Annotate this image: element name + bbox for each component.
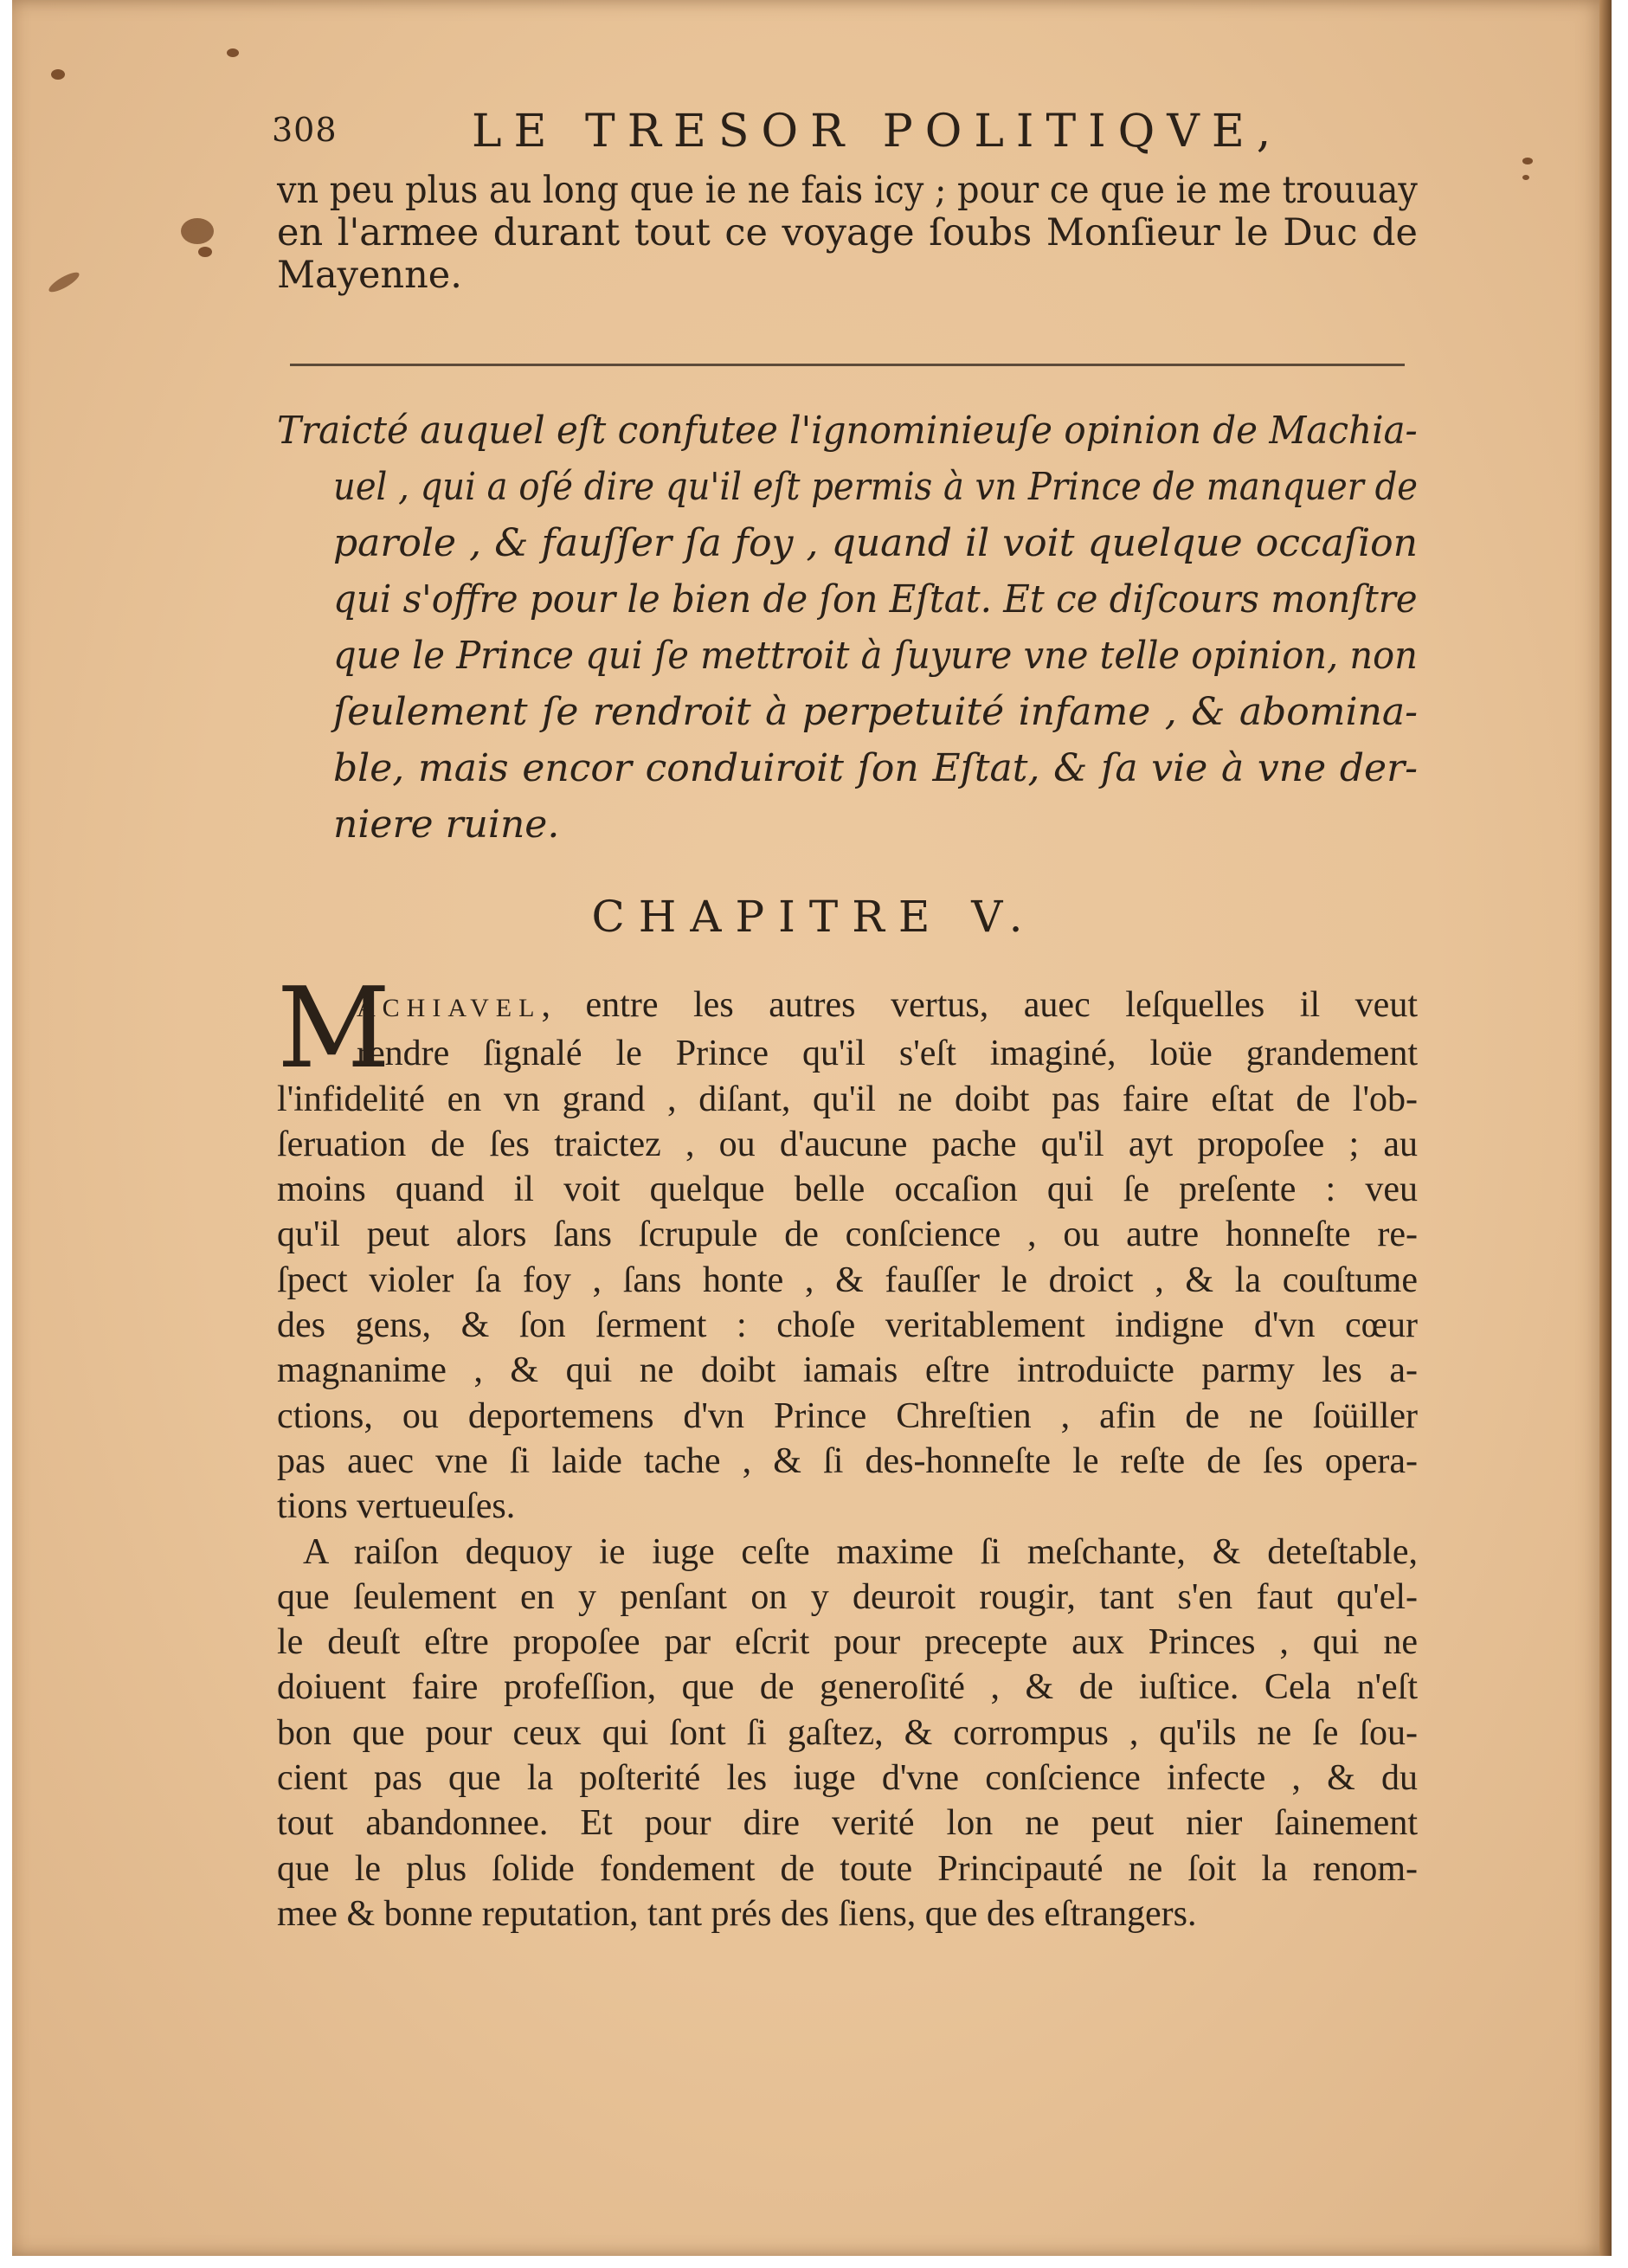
ink-stain — [198, 247, 212, 257]
chapter-line-text: , entre les autres vertus, auec leſquelles il veut — [541, 985, 1418, 1025]
page-edge — [1599, 0, 1612, 2256]
chapter-line: que le plus ſolide fondement de toute Principauté ne ſoit la renom- — [277, 1848, 1418, 1889]
chapter-line: pas auec vne ſi laide tache , & ſi des-honneſte le reſte de ſes opera- — [277, 1440, 1418, 1481]
chapter-line: rendre ſignalé le Prince qu'il s'eſt imaginé, loüe grandement — [357, 1034, 1418, 1074]
chapter-line: ſeruation de ſes traictez , ou d'aucune pache qu'il ayt propoſee ; au — [277, 1124, 1418, 1164]
ink-stain — [227, 48, 239, 57]
running-title: LE TRESOR POLITIQVE, — [472, 106, 1284, 158]
chapter-summary — [277, 403, 1418, 853]
continuation-text — [277, 170, 1418, 297]
ink-stain — [51, 69, 65, 80]
text-line: Mayenne. — [277, 254, 462, 297]
text-line: en l'armee durant tout ce voyage ſoubs Monſieur le Duc de — [277, 211, 1418, 255]
ink-stain — [181, 218, 214, 244]
section-divider — [290, 364, 1405, 366]
chapter-line: le deuſt eſtre propoſee par eſcrit pour precepte aux Princes , qui ne — [277, 1622, 1418, 1663]
chapter-line: mee & bonne reputation, tant prés des ſiens, que des eſtrangers. — [277, 1893, 1197, 1934]
page-header — [260, 102, 1419, 158]
chapter-line: tout abandonnee. Et pour dire verité lon ne peut nier ſainement — [277, 1803, 1418, 1844]
chapter-line: des gens, & ſon ſerment : choſe veritablement indigne d'vn cœur — [277, 1305, 1418, 1346]
chapter-heading: CHAPITRE V. — [591, 892, 1037, 942]
chapter-line: qu'il peut alors ſans ſcrupule de conſcience , ou autre honneſte re- — [277, 1215, 1418, 1255]
text-line: vn peu plus au long que ie ne fais icy ; pour ce que ie me trouuay — [277, 169, 1418, 212]
chapter-line: doiuent faire profeſſion, que de generoſité , & de iuſtice. Cela n'eſt — [277, 1667, 1418, 1708]
ink-stain — [1522, 175, 1529, 180]
summary-line: Traicté auquel eſt confutee l'ignominieuſe opinion de Machia- — [277, 409, 1418, 453]
chapter-line: ctions, ou deportemens d'vn Prince Chreſtien , afin de ne ſoüiller — [277, 1395, 1418, 1436]
ink-stain — [47, 269, 82, 295]
summary-line: ble, mais encor conduiroit ſon Eſtat, & ſa vie à vne der- — [333, 746, 1418, 790]
chapter-line: ſpect violer ſa foy , ſans honte , & fauſſer le droict , & la couſtume — [277, 1260, 1418, 1300]
summary-line: qui s'offre pour le bien de ſon Eſtat. Et ce diſcours monſtre — [333, 577, 1418, 622]
chapter-line: A raiſon dequoy ie iuge ceſte maxime ſi meſchante, & deteſtable, — [303, 1531, 1418, 1572]
drop-cap: M — [277, 964, 391, 1093]
chapter-line: tions vertueuſes. — [277, 1486, 516, 1527]
chapter-line: moins quand il voit quelque belle occaſion qui ſe preſente : veu — [277, 1169, 1418, 1210]
summary-line: uel , qui a oſé dire qu'il eſt permis à vn Prince de manquer de — [333, 465, 1418, 509]
chapter-line — [357, 983, 1418, 1031]
ink-stain — [1522, 158, 1533, 164]
summary-line: niere ruine. — [333, 802, 560, 847]
chapter-line: bon que pour ceux qui ſont ſi gaſtez, & corrompus , qu'ils ne ſe ſou- — [277, 1712, 1418, 1753]
chapter-line: magnanime , & qui ne doibt iamais eſtre introduicte parmy les a- — [277, 1350, 1418, 1391]
chapter-line: l'infidelité en vn grand , diſant, qu'il ne doibt pas faire eſtat de l'ob- — [277, 1079, 1418, 1119]
chapter-line: cient pas que la poſterité les iuge d'vne conſcience infecte , & du — [277, 1758, 1418, 1799]
summary-line: ſeulement ſe rendroit à perpetuité infame , & abomina- — [333, 690, 1418, 734]
chapter-body — [277, 964, 1418, 1936]
page-number: 308 — [272, 111, 338, 149]
summary-line: que le Prince qui ſe mettroit à ſuyure vne telle opinion, non — [333, 634, 1418, 678]
first-word: ACHIAVEL — [357, 994, 542, 1022]
chapter-line: que ſeulement en y penſant on y deuroit rougir, tant s'en faut qu'el- — [277, 1576, 1418, 1617]
summary-line: parole , & fauſſer ſa foy , quand il voit quelque occaſion — [333, 521, 1418, 565]
